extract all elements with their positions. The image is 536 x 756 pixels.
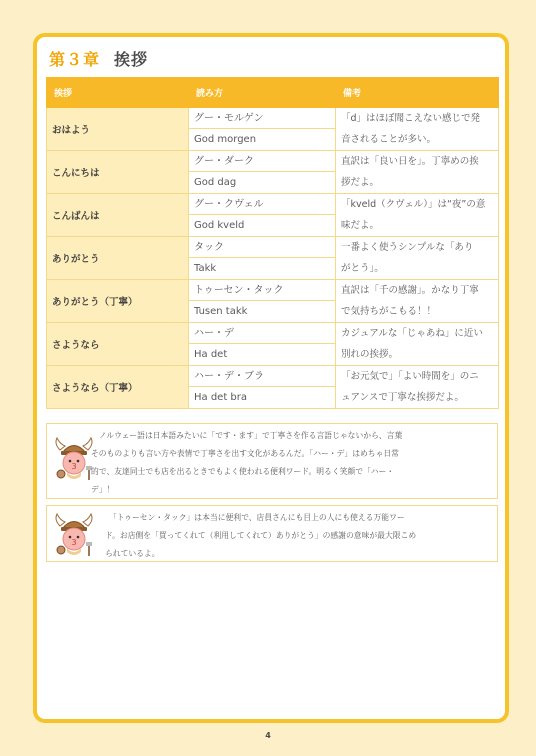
column-header-greeting: 挨拶	[47, 78, 189, 108]
note-cell	[336, 323, 499, 366]
greeting-cell: ありがとう（丁寧）	[47, 280, 189, 323]
reading-katakana: グー・クヴェル	[189, 194, 335, 215]
reading-cell	[189, 366, 336, 409]
tip-line: そのものよりも言い方や表情で丁寧さを出す文化があるんだ。「ハー・デ」はめちゃ日常	[91, 449, 399, 458]
note-line: 別れの挨拶。	[341, 349, 399, 360]
reading-katakana: ハー・デ	[189, 323, 335, 344]
table-header-row	[47, 78, 499, 108]
page-frame	[33, 33, 509, 723]
reading-cell	[189, 108, 336, 151]
reading-norwegian: God morgen	[194, 134, 257, 145]
note-cell	[336, 151, 499, 194]
reading-norwegian: Ha det	[194, 349, 228, 360]
table-row	[47, 366, 499, 409]
greeting-cell: さようなら	[47, 323, 189, 366]
tip-line: 「トゥーセン・タック」は本当に便利で、店員さんにも目上の人にも使える万能ワー	[105, 513, 405, 522]
reading-norwegian: God kveld	[194, 220, 245, 231]
table-row	[47, 108, 499, 151]
column-header-notes: 備考	[336, 78, 499, 108]
tip-line: られているよ。	[105, 549, 160, 558]
note-line: 音されることが多い。	[341, 134, 437, 145]
note-line: がとう」。	[341, 263, 384, 274]
greeting-cell: ありがとう	[47, 237, 189, 280]
note-cell	[336, 280, 499, 323]
column-header-reading: 読み方	[189, 78, 336, 108]
greeting-cell: こんにちは	[47, 151, 189, 194]
greeting-cell: さようなら（丁寧）	[47, 366, 189, 409]
note-line: で気持ちがこもる！！	[341, 306, 437, 317]
tip-line: 的で、友達同士でも店を出るときでもよく使われる便利ワード。明るく笑顔で「ハー・	[91, 467, 395, 476]
greeting-cell: おはよう	[47, 108, 189, 151]
reading-katakana: タック	[189, 237, 335, 258]
greeting-cell: こんばんは	[47, 194, 189, 237]
reading-cell	[189, 323, 336, 366]
note-line: 「お元気で」「よい時間を」のニ	[341, 371, 479, 382]
page-number: 4	[265, 731, 271, 740]
note-cell	[336, 108, 499, 151]
note-line: 一番よく使うシンプルな「あり	[341, 242, 474, 253]
tip-box	[46, 423, 498, 499]
svg-text:3: 3	[71, 462, 77, 471]
greetings-table	[46, 77, 499, 409]
note-line: 直訳は「千の感謝」。かなり丁寧	[341, 285, 479, 296]
chapter-name: 挨拶	[114, 50, 149, 69]
reading-norwegian: Ha det bra	[194, 392, 248, 403]
viking-mascot-icon	[52, 512, 96, 562]
reading-cell	[189, 237, 336, 280]
reading-katakana: ハー・デ・ブラ	[189, 366, 335, 387]
tip-line: デ」！	[91, 485, 115, 494]
note-line: ュアンスで丁寧な挨拶だよ。	[341, 392, 464, 403]
viking-mascot-icon	[52, 436, 96, 486]
note-line: 拶だよ。	[341, 177, 380, 188]
note-line: 「d」はほぼ聞こえない感じで発	[341, 113, 481, 124]
note-line: 味だよ。	[341, 220, 380, 231]
chapter-number: 第３章	[49, 50, 101, 69]
tip-box	[46, 505, 498, 562]
note-cell	[336, 237, 499, 280]
tip-line: ノルウェー語は日本語みたいに「です・ます」で丁寧さを作る言語じゃないから、言葉	[91, 431, 403, 440]
reading-cell	[189, 151, 336, 194]
reading-norwegian: Takk	[194, 263, 217, 274]
svg-text:3: 3	[71, 538, 77, 547]
tip-text	[91, 427, 491, 499]
table-row	[47, 151, 499, 194]
note-cell	[336, 366, 499, 409]
reading-norwegian: God dag	[194, 177, 237, 188]
table-row	[47, 237, 499, 280]
table-row	[47, 323, 499, 366]
reading-katakana: グー・ダーク	[189, 151, 335, 172]
note-cell	[336, 194, 499, 237]
tip-text	[105, 509, 491, 563]
reading-cell	[189, 280, 336, 323]
note-line: 「kveld（クヴェル）」は“夜”の意	[341, 199, 486, 210]
chapter-title	[49, 47, 148, 70]
reading-katakana: グー・モルゲン	[189, 108, 335, 129]
reading-norwegian: Tusen takk	[194, 306, 248, 317]
tip-line: ド。お店側を「買ってくれて（利用してくれて）ありがとう」の感謝の意味が最大限こめ	[105, 531, 417, 540]
table-row	[47, 194, 499, 237]
reading-cell	[189, 194, 336, 237]
note-line: 直訳は「良い日を」。丁寧めの挨	[341, 156, 479, 167]
note-line: カジュアルな「じゃあね」に近い	[341, 328, 483, 339]
table-row	[47, 280, 499, 323]
reading-katakana: トゥーセン・タック	[189, 280, 335, 301]
